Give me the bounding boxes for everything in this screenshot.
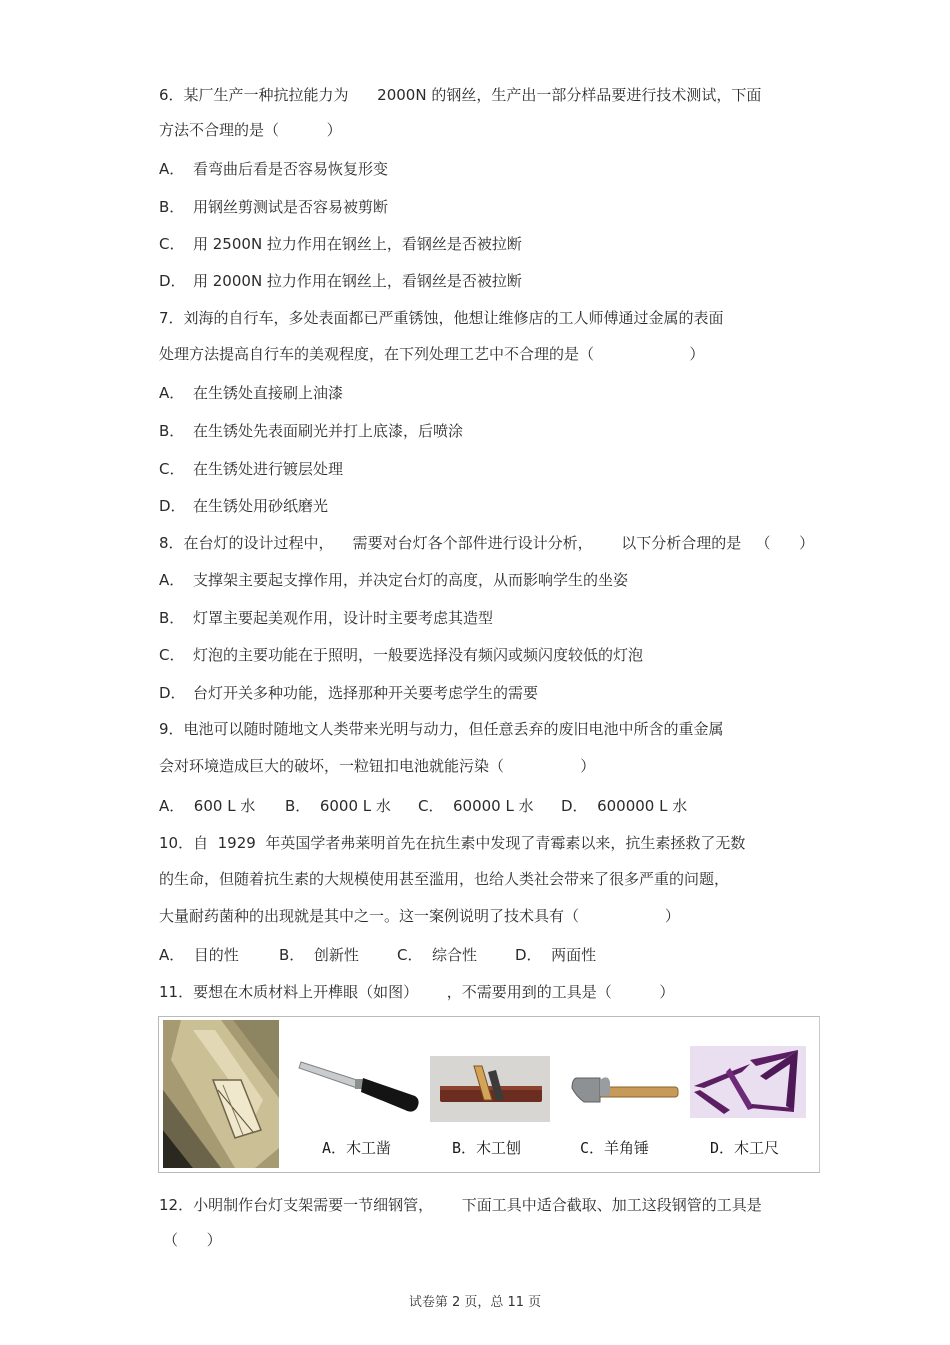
q8-option-b: B． 灯罩主要起美观作用，设计时主要考虑其造型 xyxy=(159,609,494,627)
q6-option-d: D． 用 2000N 拉力作用在钢丝上，看钢丝是否被拉断 xyxy=(159,272,522,290)
q7-option-d: D． 在生锈处用砂纸磨光 xyxy=(159,497,329,515)
q12-stem-line1: 12．小明制作台灯支架需要一节细钢管， 下面工具中适合截取、加工这段钢管的工具是 xyxy=(159,1196,762,1214)
q8-option-d: D． 台灯开关多种功能，选择那种开关要考虑学生的需要 xyxy=(159,684,539,702)
tool-caption-d: D．木工尺 xyxy=(710,1139,780,1157)
tool-caption-c: C．羊角锤 xyxy=(580,1139,650,1157)
q6-stem-line1: 6．某厂生产一种抗拉能力为 2000N 的钢丝，生产出一部分样品要进行技术测试，下面 xyxy=(159,86,762,104)
square-ruler-icon xyxy=(690,1046,806,1118)
q7-option-c: C． 在生锈处进行镀层处理 xyxy=(159,460,344,478)
q7-stem-line2: 处理方法提高自行车的美观程度，在下列处理工艺中不合理的是（ ） xyxy=(159,345,705,363)
chisel-icon xyxy=(297,1052,421,1120)
tool-caption-b: B．木工刨 xyxy=(452,1139,522,1157)
hammer-icon xyxy=(570,1066,680,1122)
q10-option-a: A． 目的性 xyxy=(159,946,239,964)
q6-option-b: B． 用钢丝剪测试是否容易被剪断 xyxy=(159,198,389,216)
q9-option-d: D． 600000 L 水 xyxy=(561,797,688,815)
q10-stem-line3: 大量耐药菌种的出现就是其中之一。这一案例说明了技术具有（ ） xyxy=(159,907,680,925)
tool-caption-a: A．木工凿 xyxy=(322,1139,392,1157)
wood-mortise-photo xyxy=(163,1020,279,1168)
q10-option-b: B． 创新性 xyxy=(279,946,359,964)
q11-stem-line1: 11．要想在木质材料上开榫眼（如图） ，不需要用到的工具是（ ） xyxy=(159,983,675,1001)
q6-stem-line2: 方法不合理的是（ ） xyxy=(159,121,342,139)
q9-option-a: A． 600 L 水 xyxy=(159,797,256,815)
q7-option-b: B． 在生锈处先表面刷光并打上底漆，后喷涂 xyxy=(159,422,464,440)
q7-option-a: A． 在生锈处直接刷上油漆 xyxy=(159,384,344,402)
q8-stem-line1: 8．在台灯的设计过程中， 需要对台灯各个部件进行设计分析， 以下分析合理的是 （ ） xyxy=(159,534,815,552)
q6-option-c: C． 用 2500N 拉力作用在钢丝上，看钢丝是否被拉断 xyxy=(159,235,522,253)
q10-option-c: C． 综合性 xyxy=(397,946,478,964)
q7-stem-line1: 7．刘海的自行车，多处表面都已严重锈蚀，他想让维修店的工人师傅通过金属的表面 xyxy=(159,309,724,327)
q10-stem-line2: 的生命，但随着抗生素的大规模使用甚至滥用，也给人类社会带来了很多严重的问题， xyxy=(159,870,730,888)
q12-stem-line2: （ ） xyxy=(163,1231,222,1249)
q9-option-c: C． 60000 L 水 xyxy=(418,797,534,815)
q8-option-a: A． 支撑架主要起支撑作用，并决定台灯的高度，从而影响学生的坐姿 xyxy=(159,571,629,589)
q8-option-c: C． 灯泡的主要功能在于照明，一般要选择没有频闪或频闪度较低的灯泡 xyxy=(159,646,644,664)
q10-option-d: D． 两面性 xyxy=(515,946,597,964)
q10-stem-line1: 10．自 1929 年英国学者弗莱明首先在抗生素中发现了青霉素以来，抗生素拯救了无数 xyxy=(159,834,746,852)
plane-icon xyxy=(430,1056,550,1122)
q9-stem-line2: 会对环境造成巨大的破坏，一粒钮扣电池就能污染（ ） xyxy=(159,757,596,775)
q9-stem-line1: 9．电池可以随时随地文人类带来光明与动力，但任意丢弃的废旧电池中所含的重金属 xyxy=(159,720,724,738)
page-footer: 试卷第 2 页，总 11 页 xyxy=(408,1295,542,1310)
q9-option-b: B． 6000 L 水 xyxy=(285,797,391,815)
q6-option-a: A． 看弯曲后看是否容易恢复形变 xyxy=(159,160,389,178)
